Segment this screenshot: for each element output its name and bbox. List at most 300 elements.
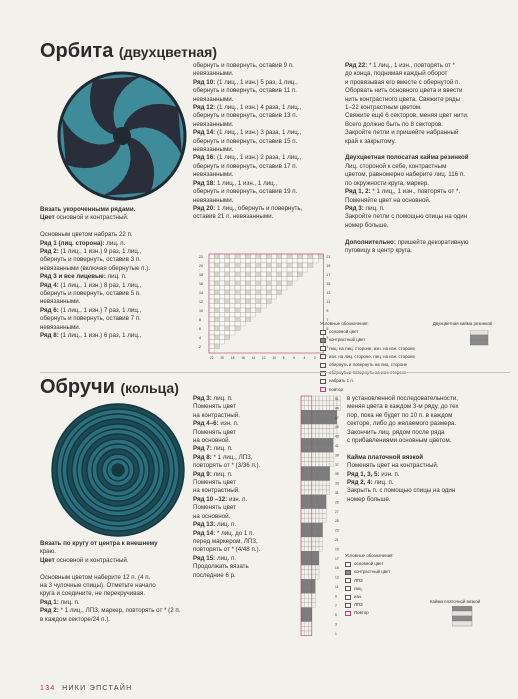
chart-cell (219, 277, 224, 282)
chart-cell (209, 308, 214, 313)
text-line (40, 223, 210, 231)
chart-cell (287, 259, 292, 264)
legend-swatch (345, 595, 351, 600)
chart-cell (301, 612, 305, 617)
chart-cell (301, 443, 305, 448)
chart-cell (297, 268, 302, 273)
chart-cell (214, 308, 219, 313)
chart-cell (225, 295, 230, 300)
chart-cell (261, 281, 266, 286)
chart-cell (308, 593, 312, 598)
text-line: Всего должно быть по 8 секторов. (345, 120, 444, 128)
chart-cell (305, 424, 309, 429)
chart-cell (214, 335, 219, 340)
chart-cell (287, 272, 292, 277)
text-line: цветом, равномерно наберите лиц. 116 п. (345, 171, 465, 179)
row-label: 6 (199, 327, 201, 331)
legend-label: набрать 1 п. (329, 378, 354, 384)
chart-cell (225, 254, 230, 259)
chart-cell (209, 299, 214, 304)
chart-cell (308, 401, 312, 406)
chart-cell (319, 452, 323, 457)
chart-cell (308, 518, 312, 523)
chart-cell (308, 263, 313, 268)
chart-cell (308, 622, 312, 627)
chart-cell (312, 579, 316, 584)
text-line: Поменять цвет на контрастный. (347, 462, 439, 470)
row-label: 3 (326, 336, 329, 340)
chart-cell (230, 317, 235, 322)
chart-cell (301, 467, 305, 472)
row-label: 22 (199, 255, 203, 259)
chart-cell (326, 429, 330, 434)
chart-cell (245, 277, 250, 282)
chart-cell (301, 509, 305, 514)
chart-cell (308, 537, 312, 542)
chart-cell (319, 396, 323, 401)
row-label: 1 (335, 632, 337, 636)
chart-cell (251, 263, 256, 268)
chart-cell (308, 438, 312, 443)
text-line: невязанными. (193, 120, 234, 128)
chart-cell (225, 272, 230, 277)
text-line: обернуть и повернуть, оставив 7 п. (40, 315, 141, 323)
chart-cell (235, 268, 240, 273)
row-label: 11 (326, 300, 331, 304)
chart-cell (235, 326, 240, 331)
text-line: нить контрастного цвета. Свяжите ряды (345, 95, 461, 103)
col-label: 2 (314, 356, 316, 360)
chart-cell (261, 290, 266, 295)
chart-cell (326, 396, 330, 401)
chart-cell (219, 295, 224, 300)
row-label: 5 (326, 327, 329, 331)
row-label: 25 (335, 519, 339, 524)
legend-label: лиц. на лиц. стороне, изн. на изн. стороне (329, 345, 415, 351)
orbit-legend-title: Условные обозначения: (320, 321, 369, 326)
chart-cell (219, 326, 224, 331)
chart-cell (240, 317, 245, 322)
chart-cell (277, 259, 282, 264)
hoops-legend-title: Условные обозначения: (345, 553, 394, 558)
chart-cell (319, 537, 323, 542)
row-label: 5 (335, 613, 337, 618)
chart-cell (305, 556, 309, 561)
hoops-column-2 (193, 395, 303, 580)
text-line: обернуть и повернуть, оставив 5 п. (40, 290, 141, 298)
row-label: 33 (335, 481, 339, 486)
chart-cell (308, 598, 312, 603)
text-line: в каждом секторе/24 п.). (40, 615, 111, 623)
chart-cell (330, 434, 334, 439)
chart-cell (323, 490, 327, 495)
text-line: Ряд 1, 2: * 1 лиц., 1 изн., повторять от *. (345, 188, 461, 196)
chart-cell (219, 304, 224, 309)
chart-cell (312, 481, 316, 486)
row-label: 47 (335, 415, 339, 420)
chart-cell (319, 471, 323, 476)
chart-cell (301, 598, 305, 603)
chart-cell (301, 457, 305, 462)
chart-cell (287, 281, 292, 286)
chart-cell (305, 443, 309, 448)
chart-cell (230, 286, 235, 291)
chart-cell (315, 518, 319, 523)
chart-cell (326, 434, 330, 439)
chart-cell (308, 608, 312, 613)
col-label: 14 (251, 356, 256, 360)
footer-author: НИКИ ЭПСТАЙН (62, 685, 133, 692)
text-line: и провязывая его вместе с обернутой п. (345, 78, 461, 86)
chart-cell (315, 396, 319, 401)
chart-cell (209, 322, 214, 327)
row-label: 13 (335, 575, 339, 580)
chart-cell (301, 415, 305, 420)
chart-cell (305, 471, 309, 476)
chart-cell (235, 317, 240, 322)
chart-cell (308, 514, 312, 519)
chart-cell (209, 331, 214, 336)
chart-cell (330, 452, 334, 457)
chart-cell (214, 317, 219, 322)
chart-cell (323, 438, 327, 443)
text-line: Закончить лиц. рядом после ряда (347, 428, 445, 436)
legend-item (345, 560, 505, 568)
chart-cell (315, 523, 319, 528)
chart-cell (330, 443, 334, 448)
chart-cell (312, 537, 316, 542)
text-line: Закройте петли с помощью спицы на один (345, 213, 468, 221)
chart-cell (308, 523, 312, 528)
chart-cell (305, 546, 309, 551)
text-line: на основной. (193, 437, 231, 445)
chart-cell (323, 452, 327, 457)
chart-cell (251, 272, 256, 277)
row-label: 1 (326, 345, 329, 349)
chart-cell (315, 467, 319, 472)
text-line: Основным цветом наберите 12 п. (4 п. (40, 573, 151, 581)
chart-cell (277, 272, 282, 277)
chart-cell (315, 434, 319, 439)
chart-cell (312, 546, 316, 551)
chart-cell (301, 438, 305, 443)
chart-cell (313, 259, 318, 264)
legend-item (320, 361, 510, 369)
chart-cell (251, 254, 256, 259)
chart-cell (292, 272, 297, 277)
chart-cell (315, 490, 319, 495)
text-line: обернуть и повернуть, оставив 9 п. (193, 62, 294, 69)
text-line: секторе, либо до желаемого размера. (347, 420, 457, 428)
chart-cell (266, 277, 271, 282)
chart-cell (240, 295, 245, 300)
chart-cell (209, 272, 214, 277)
chart-cell (315, 542, 319, 547)
col-label: 12 (262, 356, 266, 360)
text-line: меняя цвета в каждом 3-м ряду, до тех (347, 403, 459, 411)
chart-cell (225, 317, 230, 322)
chart-cell (251, 313, 256, 318)
text-line: Двухцветная полосатая кайма резинкой (345, 154, 469, 162)
text-line: невязанными. (40, 323, 81, 331)
chart-cell (315, 570, 319, 575)
text-line: Закрыть п. с помощью спицы на один (347, 487, 456, 495)
chart-cell (308, 434, 312, 439)
chart-cell (301, 546, 305, 551)
chart-cell (301, 603, 305, 608)
chart-cell (305, 626, 309, 631)
chart-cell (319, 509, 323, 514)
chart-cell (323, 424, 327, 429)
chart-cell (277, 254, 282, 259)
chart-cell (330, 396, 334, 401)
chart-cell (230, 259, 235, 264)
legend-swatch (320, 354, 326, 359)
chart-cell (312, 532, 316, 537)
chart-cell (225, 268, 230, 273)
chart-cell (271, 290, 276, 295)
chart-cell (308, 556, 312, 561)
chart-cell (301, 575, 305, 580)
chart-cell (319, 401, 323, 406)
chart-cell (271, 268, 276, 273)
chart-cell (266, 281, 271, 286)
chart-cell (315, 546, 319, 551)
chart-cell (323, 509, 327, 514)
chart-cell (308, 452, 312, 457)
chart-cell (301, 631, 305, 636)
chart-cell (230, 277, 235, 282)
chart-cell (301, 401, 305, 406)
chart-cell (301, 462, 305, 467)
chart-cell (312, 415, 316, 420)
chart-cell (305, 401, 309, 406)
text-line: Ряд 6: (1 лиц., 1 изн.) 7 раз, 1 лиц., (40, 306, 142, 314)
chart-cell (312, 565, 316, 570)
chart-cell (301, 452, 305, 457)
orbit-title: Орбита (двухцветная) (40, 40, 218, 62)
text-line: оставив 21 п. невязанными. (193, 213, 274, 221)
chart-cell (301, 490, 305, 495)
text-line: номер больше. (347, 495, 391, 503)
chart-cell (245, 304, 250, 309)
chart-cell (225, 313, 230, 318)
chart-cell (240, 299, 245, 304)
chart-cell (245, 308, 250, 313)
hoops-chart (297, 394, 345, 642)
chart-cell (305, 528, 309, 533)
chart-cell (308, 462, 312, 467)
chart-cell (209, 268, 214, 273)
chart-cell (235, 322, 240, 327)
chart-cell (301, 593, 305, 598)
chart-cell (230, 326, 235, 331)
chart-cell (323, 504, 327, 509)
chart-cell (245, 259, 250, 264)
chart-cell (235, 277, 240, 282)
row-label: 17 (326, 273, 331, 277)
text-line: невязанными (включая обернутые п.). (40, 264, 150, 272)
chart-cell (225, 335, 230, 340)
chart-cell (235, 290, 240, 295)
chart-cell (219, 286, 224, 291)
chart-cell (315, 504, 319, 509)
text-line: обернуть и повернуть, оставив 13 п. (193, 112, 298, 120)
chart-cell (256, 304, 261, 309)
text-line: Ряд 1: лиц. п. (40, 598, 80, 606)
chart-cell (308, 415, 312, 420)
text-line: последние 6 р. (193, 571, 236, 579)
chart-cell (301, 551, 305, 556)
chart-cell (245, 281, 250, 286)
chart-cell (319, 476, 323, 481)
text-line: на контрастный. (193, 411, 240, 419)
chart-cell (330, 415, 334, 420)
chart-cell (319, 434, 323, 439)
chart-cell (301, 396, 305, 401)
chart-cell (266, 299, 271, 304)
chart-cell (301, 565, 305, 570)
chart-cell (315, 452, 319, 457)
chart-cell (219, 299, 224, 304)
chart-cell (323, 434, 327, 439)
chart-cell (312, 443, 316, 448)
text-line: Ряд 15: лиц. п. (193, 554, 237, 562)
chart-cell (305, 457, 309, 462)
chart-cell (251, 308, 256, 313)
text-line: Ряд 18: 1 лиц., 1 изн., 1 лиц., (193, 179, 278, 187)
chart-cell (240, 313, 245, 318)
chart-cell (209, 313, 214, 318)
chart-cell (230, 313, 235, 318)
chart-cell (305, 396, 309, 401)
row-label: 18 (199, 273, 203, 277)
chart-cell (305, 495, 309, 500)
text-line: обернуть и повернуть, оставив 17 п. (193, 162, 298, 170)
chart-cell (301, 410, 305, 415)
chart-cell (315, 495, 319, 500)
chart-cell (312, 570, 316, 575)
chart-cell (319, 438, 323, 443)
chart-cell (235, 308, 240, 313)
col-label: 6 (293, 356, 295, 360)
chart-cell (271, 295, 276, 300)
chart-cell (230, 272, 235, 277)
chart-cell (319, 443, 323, 448)
chart-cell (323, 485, 327, 490)
chart-cell (219, 281, 224, 286)
chart-cell (214, 290, 219, 295)
row-label: 15 (335, 566, 339, 571)
chart-cell (277, 268, 282, 273)
chart-cell (235, 295, 240, 300)
chart-cell (301, 485, 305, 490)
chart-cell (214, 263, 219, 268)
col-label: 10 (272, 356, 276, 360)
chart-cell (261, 268, 266, 273)
text-line: по окружности круга, маркер. (345, 179, 429, 187)
chart-cell (235, 259, 240, 264)
chart-cell (323, 410, 327, 415)
chart-cell (319, 518, 323, 523)
text-line: Ряд 3 и все лицевые: лиц. п. (40, 273, 127, 281)
text-line (345, 146, 515, 154)
text-line: Ряд 10: (1 лиц., 1 изн.) 5 раз, 1 лиц., (193, 78, 298, 86)
chart-cell (251, 281, 256, 286)
chart-cell (312, 542, 316, 547)
chart-cell (225, 304, 230, 309)
chart-cell (240, 263, 245, 268)
chart-cell (251, 277, 256, 282)
col-label: 20 (220, 356, 224, 360)
chart-cell (297, 272, 302, 277)
chart-cell (301, 420, 305, 425)
chart-cell (261, 272, 266, 277)
chart-cell (256, 263, 261, 268)
chart-cell (315, 420, 319, 425)
chart-cell (240, 277, 245, 282)
text-line: пуговицу в центр круга. (345, 246, 412, 254)
chart-cell (312, 452, 316, 457)
chart-cell (326, 443, 330, 448)
chart-cell (256, 290, 261, 295)
row-label: 9 (335, 594, 337, 599)
chart-cell (214, 299, 219, 304)
legend-swatch (345, 603, 351, 608)
chart-cell (305, 434, 309, 439)
chart-cell (214, 277, 219, 282)
chart-cell (251, 259, 256, 264)
chart-cell (337, 401, 341, 406)
chart-cell (214, 331, 219, 336)
chart-cell (245, 295, 250, 300)
chart-cell (303, 254, 308, 259)
chart-cell (315, 415, 319, 420)
chart-cell (209, 263, 214, 268)
chart-cell (308, 561, 312, 566)
chart-cell (330, 462, 334, 467)
row-label: 12 (199, 300, 203, 304)
text-line: 1–22 контрастным цветом. (345, 104, 422, 112)
text-line: на контрастный. (193, 487, 240, 495)
chart-cell (214, 268, 219, 273)
chart-cell (308, 551, 312, 556)
page-number: 134 (40, 685, 56, 692)
legend-label: основной цвет (354, 561, 384, 567)
chart-cell (323, 499, 327, 504)
chart-cell (315, 401, 319, 406)
text-line: Ряд 7: лиц. п. (193, 445, 233, 453)
chart-cell (214, 344, 219, 349)
chart-cell (308, 259, 313, 264)
text-line: круга и соедините, не перекручивая. (40, 590, 145, 598)
chart-cell (256, 308, 261, 313)
chart-cell (219, 308, 224, 313)
chart-cell (333, 420, 337, 425)
chart-cell (301, 579, 305, 584)
legend-swatch (345, 562, 351, 567)
chart-cell (315, 561, 319, 566)
chart-cell (277, 263, 282, 268)
chart-cell (305, 612, 309, 617)
chart-cell (319, 495, 323, 500)
hoops-photo (40, 400, 200, 540)
chart-cell (225, 286, 230, 291)
chart-cell (312, 476, 316, 481)
text-line: Свяжите ещё 6 секторов, меняя цвет нити. (345, 112, 469, 120)
text-line: Поменять цвет (193, 504, 236, 512)
text-line: Ряд 2: * 1 лиц., ЛПЗ, маркер, повторять от * (2 п. (40, 607, 181, 615)
